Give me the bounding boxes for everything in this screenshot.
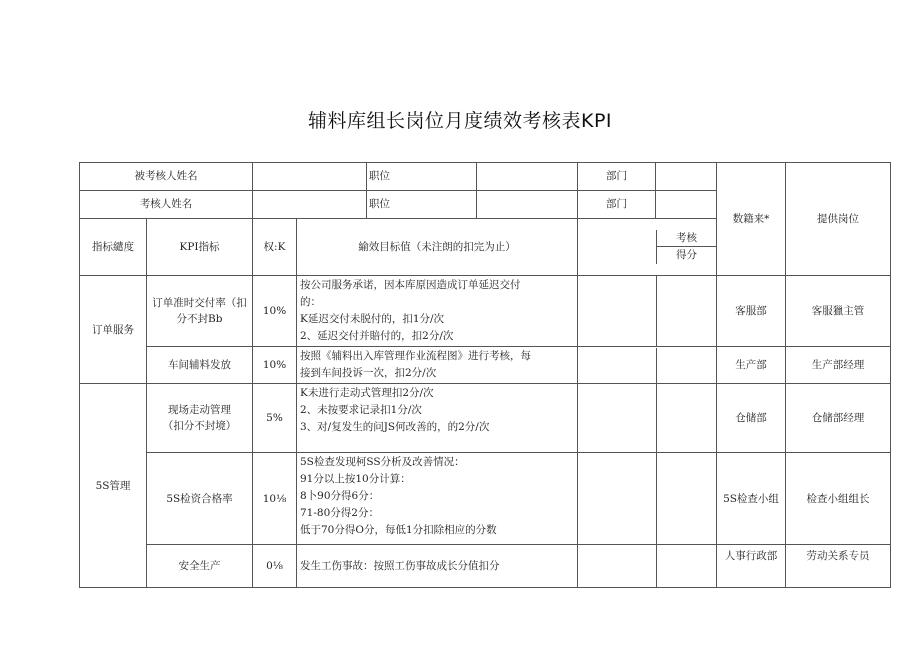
- desc-line: 2、未按要求记录扣1分/次: [300, 404, 422, 416]
- weight-cell: 10%: [253, 347, 297, 384]
- score-input[interactable]: [656, 545, 716, 587]
- assess-score-header: [578, 218, 717, 275]
- score-cell: [578, 276, 717, 347]
- kpi-cell: 5S检资合格率: [147, 453, 253, 545]
- table-row: [80, 453, 891, 545]
- kpi-header: KPI指标: [147, 218, 253, 275]
- target-cell: [297, 545, 578, 588]
- dimension-cell: 5S管理: [80, 384, 147, 588]
- weight-cell: 10%: [253, 276, 297, 347]
- assessee-dept-field[interactable]: [656, 163, 717, 191]
- score-input[interactable]: [656, 276, 716, 346]
- assess-header: 考核: [657, 230, 716, 247]
- target-cell: [297, 453, 578, 545]
- assessor-dept-label: 部门: [578, 190, 656, 218]
- assessor-dept-field[interactable]: [656, 190, 717, 218]
- assessee-row: [80, 163, 891, 191]
- weight-cell: 5%: [253, 384, 297, 453]
- desc-line: 5S检查发现柯SS分析及改善情况：: [300, 456, 465, 468]
- desc-line: 91分以上按10分计算：: [300, 473, 411, 485]
- page-title: 辅料库组长岗位月度绩效考核表KPI: [307, 110, 613, 132]
- provider-cell: 生产部经理: [786, 347, 891, 384]
- assessor-position-field[interactable]: [477, 190, 578, 218]
- assessee-name-field[interactable]: [253, 163, 367, 191]
- provider-header: 提供岗位: [786, 163, 891, 276]
- score-header: 得分: [676, 248, 697, 261]
- assessee-name-label: 被考核人姓名: [80, 163, 253, 191]
- kpi-cell: 车间辅料发放: [147, 347, 253, 384]
- kpi-cell: [147, 384, 253, 453]
- weight-header: 权:K: [253, 218, 297, 275]
- provider-cell: 劳动关系专员: [786, 545, 891, 588]
- desc-line: 发生工伤事故：按照工伤事故成长分值扣分: [300, 559, 500, 572]
- weight-cell: 0⅛: [253, 545, 297, 588]
- data-source-header: 数籍来*: [717, 163, 786, 276]
- weight-cell: 10⅛: [253, 453, 297, 545]
- desc-line: 接到车间投诉一次，扣2分/次: [300, 367, 437, 379]
- assessor-name-field[interactable]: [253, 190, 367, 218]
- kpi-line: 订单准时交付率（扣: [152, 297, 247, 309]
- table-row: [80, 384, 891, 453]
- provider-cell: 客服獵主管: [786, 276, 891, 347]
- desc-line: K未进行走动式管理扣2分/次: [300, 387, 434, 399]
- desc-line: 低于70分得O分，每低1分扣除相应的分数: [300, 524, 497, 536]
- score-cell: [578, 545, 717, 588]
- score-cell: [578, 347, 717, 384]
- score-cell: [578, 453, 717, 545]
- target-cell: [297, 276, 578, 347]
- kpi-line: 现场走动管理: [168, 404, 231, 416]
- target-cell: [297, 347, 578, 384]
- kpi-cell: [147, 276, 253, 347]
- source-cell: 仓储部: [717, 384, 786, 453]
- dimension-cell: 订单服务: [80, 276, 147, 384]
- desc-line: 71-80分得2分：: [300, 507, 379, 519]
- kpi-line: 分不封Bb: [176, 313, 223, 325]
- source-cell: 人事行政部: [717, 545, 786, 588]
- provider-cell: 检查小组组长: [786, 453, 891, 545]
- target-header: 緰效目标值（未注朗的扣完为止）: [297, 218, 578, 275]
- kpi-table: [79, 162, 891, 588]
- kpi-cell: 安全生产: [147, 545, 253, 588]
- score-input[interactable]: [656, 453, 716, 544]
- assessor-position-label: 职位: [367, 190, 477, 218]
- source-cell: 5S检查小组: [717, 453, 786, 545]
- assessee-position-label: 职位: [367, 163, 477, 191]
- target-cell: [297, 384, 578, 453]
- kpi-line: （扣分不封境）: [162, 420, 237, 432]
- table-row: [80, 545, 891, 588]
- table-row: [80, 347, 891, 384]
- desc-line: 按公司服务承诺，因本库原因造成订单延迟交付: [300, 279, 521, 291]
- table-row: [80, 276, 891, 347]
- assessor-name-label: 考核人姓名: [80, 190, 253, 218]
- assessee-position-field[interactable]: [477, 163, 578, 191]
- score-cell: [578, 384, 717, 453]
- source-cell: 客服部: [717, 276, 786, 347]
- desc-line: 2、延迟交付并賠付的，扣2分/次: [300, 330, 454, 342]
- source-cell: 生产部: [717, 347, 786, 384]
- desc-line: 3、对/复发生的问JS何改善的，的2分/次: [300, 421, 490, 433]
- score-input[interactable]: [656, 384, 716, 452]
- dimension-header: 指标繾度: [80, 218, 147, 275]
- desc-line: 8卜90分得6分：: [300, 490, 380, 502]
- desc-line: 按照《辅料出入库管理作业流程图》进行考核，每: [300, 350, 531, 362]
- desc-line: K延迟交付未脱付的，扣1分/次: [300, 313, 445, 325]
- score-input[interactable]: [656, 348, 716, 383]
- assessee-dept-label: 部门: [578, 163, 656, 191]
- provider-cell: 仓储部经理: [786, 384, 891, 453]
- desc-line: 的：: [300, 296, 321, 308]
